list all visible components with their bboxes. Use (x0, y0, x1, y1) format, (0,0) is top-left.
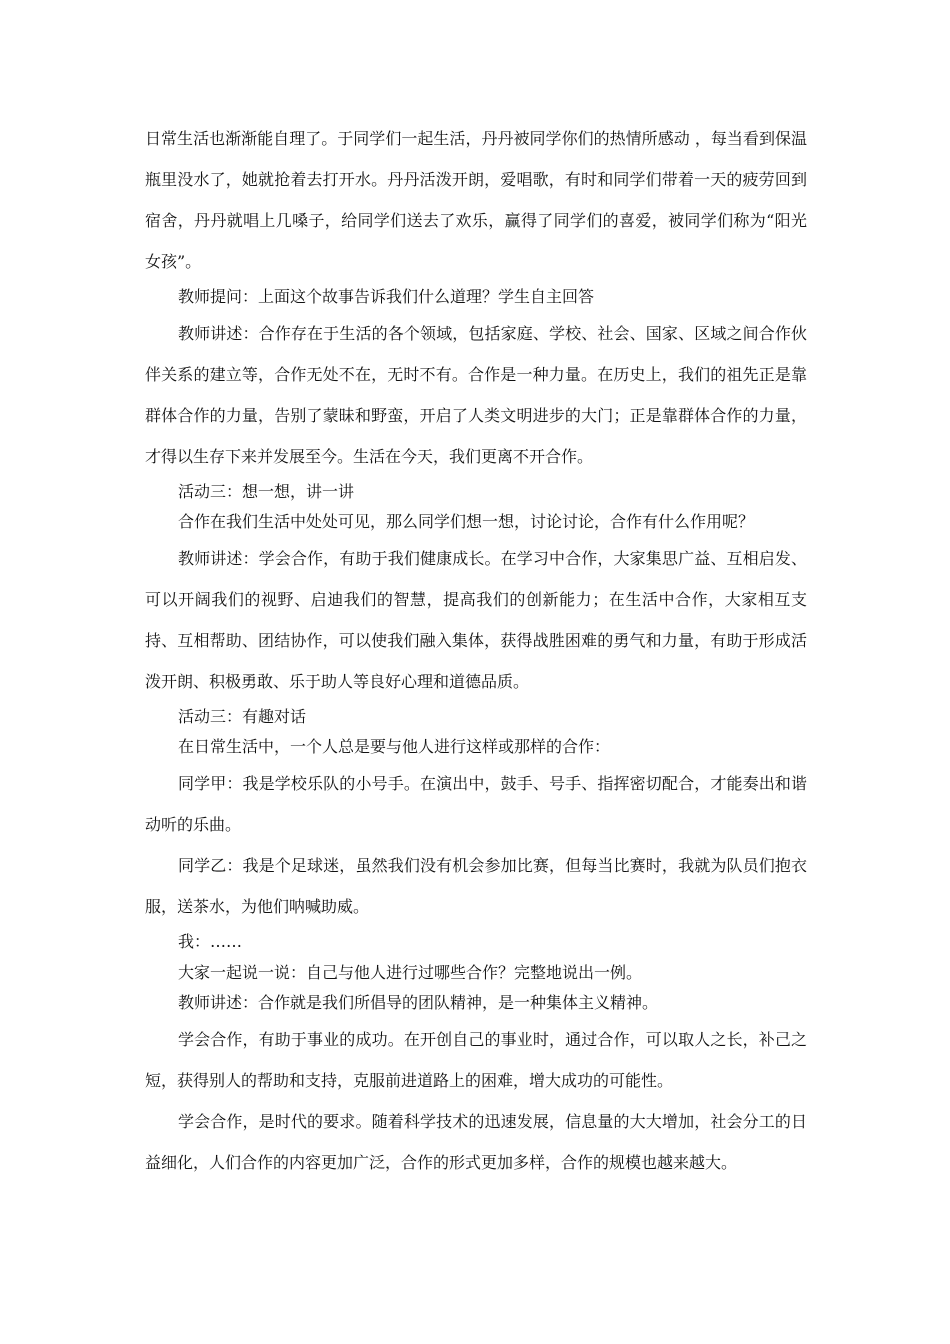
paragraph-activity-think: 活动三：想一想，讲一讲 (178, 481, 355, 501)
paragraph-discussion-prompt: 合作在我们生活中处处可见，那么同学们想一想，讨论讨论，合作有什么作用呢？ (178, 512, 755, 532)
paragraph-era-requirement: 学会合作，是时代的要求。随着科学技术的迅速发展，信息量的大大增加，社会分工的日益细化，人们合作的内容更加广泛，合作的形式更加多样，合作的规模也越来越大。 (145, 1111, 807, 1172)
paragraph-teacher-lecture-3: 教师讲述：合作就是我们所倡导的团队精神，是一种集体主义精神。 (178, 993, 659, 1013)
paragraph-career-success: 学会合作，有助于事业的成功。在开创自己的事业时，通过合作，可以取人之长，补己之短，获得别人的帮助和支持，克服前进道路上的困难，增大成功的可能性。 (145, 1029, 807, 1090)
paragraph-teacher-lecture-1: 教师讲述：合作存在于生活的各个领域，包括家庭、学校、社会、国家、区域之间合作伙伴关系的建立等，合作无处不在，无时不有。合作是一种力量。在历史上，我们的祖先正是靠群体合作的力量，告别了蒙昧和野蛮，开启了人类文明进步的大门；正是靠群体合作的力量，才得以生存下来并发展至今。生活在今天，我们更离不开合作。 (145, 323, 807, 466)
paragraph-story-continued: 日常生活也渐渐能自理了。于同学们一起生活，丹丹被同学你们的热情所感动 ，每当看到保温瓶里没水了，她就抢着去打开水。丹丹活泼开朗，爱唱歌，有时和同学们带着一天的疲劳回到宿舍，丹丹就唱上几嗓子，给同学们送去了欢乐，赢得了同学们的喜爱，被同学们称为“阳光女孩”。 (145, 129, 807, 271)
document-body (145, 118, 807, 1183)
paragraph-teacher-question: 教师提问：上面这个故事告诉我们什么道理？学生自主回答 (178, 287, 595, 306)
paragraph-group-discussion: 大家一起说一说：自己与他人进行过哪些合作？完整地说出一例。 (178, 962, 643, 982)
paragraph-student-a: 同学甲：我是学校乐队的小号手。在演出中，鼓手、号手、指挥密切配合，才能奏出和谐动听的乐曲。 (145, 773, 807, 834)
paragraph-teacher-lecture-2: 教师讲述：学会合作，有助于我们健康成长。在学习中合作，大家集思广益、互相启发、可以开阔我们的视野、启迪我们的智慧，提高我们的创新能力；在生活中合作，大家相互支持、互相帮助、团结协作，可以使我们融入集体，获得战胜困难的勇气和力量，有助于形成活泼开朗、积极勇敢、乐于助人等良好心理和道德品质。 (145, 548, 807, 691)
paragraph-dialogue-intro: 在日常生活中，一个人总是要与他人进行这样或那样的合作： (178, 737, 611, 757)
paragraph-student-b: 同学乙：我是个足球迷，虽然我们没有机会参加比赛，但每当比赛时，我就为队员们抱衣服，送茶水，为他们呐喊助威。 (145, 855, 807, 916)
paragraph-me: 我：…… (178, 931, 243, 951)
paragraph-activity-dialogue: 活动三：有趣对话 (178, 706, 307, 726)
